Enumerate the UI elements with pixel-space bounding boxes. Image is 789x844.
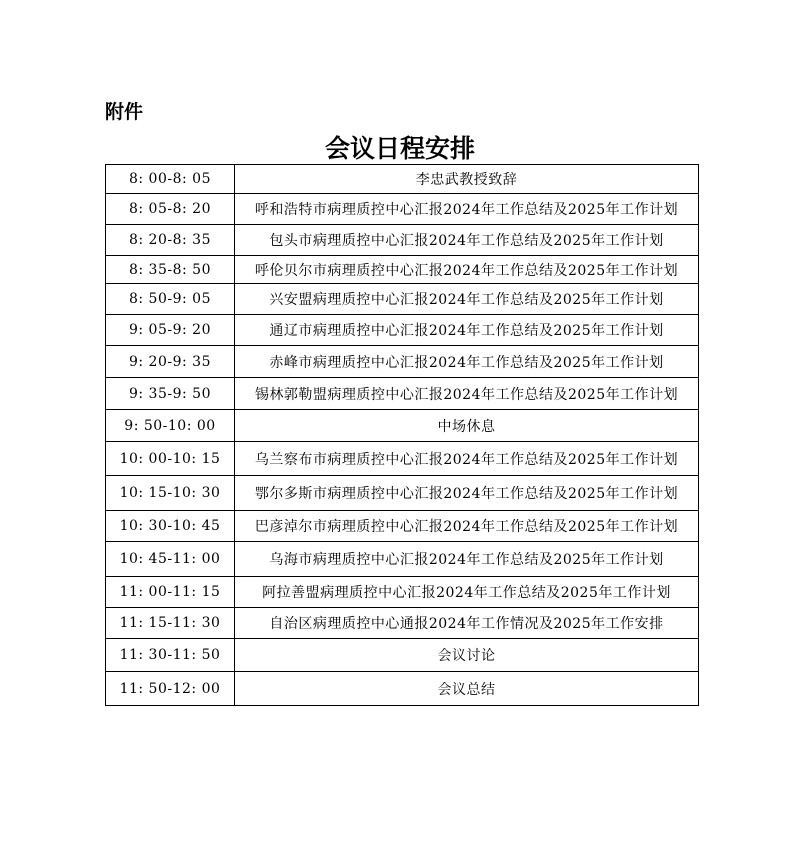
- time-cell: 9: 35-9: 50: [106, 378, 235, 410]
- time-cell: 9: 05-9: 20: [106, 315, 235, 346]
- time-cell: 11: 30-11: 50: [106, 639, 235, 672]
- time-cell: 10: 45-11: 00: [106, 542, 235, 577]
- table-row: [106, 410, 699, 442]
- time-cell: 8: 50-9: 05: [106, 284, 235, 315]
- table-row: [106, 476, 699, 511]
- table-row: [106, 194, 699, 225]
- time-cell: 8: 35-8: 50: [106, 256, 235, 284]
- table-row: [106, 378, 699, 410]
- agenda-item-cell: 会议总结: [235, 672, 699, 706]
- time-cell: 11: 00-11: 15: [106, 577, 235, 608]
- agenda-item-cell: 会议讨论: [235, 639, 699, 672]
- agenda-item-cell: 包头市病理质控中心汇报2024年工作总结及2025年工作计划: [235, 225, 699, 256]
- table-row: [106, 225, 699, 256]
- agenda-item-cell: 乌海市病理质控中心汇报2024年工作总结及2025年工作计划: [235, 542, 699, 577]
- table-row: [106, 442, 699, 476]
- agenda-item-cell: 巴彦淖尔市病理质控中心汇报2024年工作总结及2025年工作计划: [235, 511, 699, 542]
- agenda-item-cell: 兴安盟病理质控中心汇报2024年工作总结及2025年工作计划: [235, 284, 699, 315]
- attachment-label: 附件: [105, 101, 144, 123]
- agenda-item-cell: 通辽市病理质控中心汇报2024年工作总结及2025年工作计划: [235, 315, 699, 346]
- schedule-table: [105, 164, 699, 706]
- time-cell: 10: 15-10: 30: [106, 476, 235, 511]
- agenda-item-cell: 阿拉善盟病理质控中心汇报2024年工作总结及2025年工作计划: [235, 577, 699, 608]
- agenda-item-cell: 李忠武教授致辞: [235, 165, 699, 194]
- table-row: [106, 608, 699, 639]
- time-cell: 8: 05-8: 20: [106, 194, 235, 225]
- agenda-item-cell: 鄂尔多斯市病理质控中心汇报2024年工作总结及2025年工作计划: [235, 476, 699, 511]
- schedule-table-body: [106, 165, 699, 706]
- table-row: [106, 346, 699, 378]
- table-row: [106, 256, 699, 284]
- table-row: [106, 542, 699, 577]
- time-cell: 8: 00-8: 05: [106, 165, 235, 194]
- agenda-item-cell: 锡林郭勒盟病理质控中心汇报2024年工作总结及2025年工作计划: [235, 378, 699, 410]
- time-cell: 10: 30-10: 45: [106, 511, 235, 542]
- time-cell: 11: 50-12: 00: [106, 672, 235, 706]
- agenda-item-cell: 自治区病理质控中心通报2024年工作情况及2025年工作安排: [235, 608, 699, 639]
- table-row: [106, 511, 699, 542]
- agenda-item-cell: 乌兰察布市病理质控中心汇报2024年工作总结及2025年工作计划: [235, 442, 699, 476]
- agenda-item-cell: 赤峰市病理质控中心汇报2024年工作总结及2025年工作计划: [235, 346, 699, 378]
- document-title: 会议日程安排: [324, 134, 475, 163]
- table-row: [106, 315, 699, 346]
- agenda-item-cell: 呼伦贝尔市病理质控中心汇报2024年工作总结及2025年工作计划: [235, 256, 699, 284]
- table-row: [106, 639, 699, 672]
- table-row: [106, 165, 699, 194]
- table-row: [106, 577, 699, 608]
- table-row: [106, 672, 699, 706]
- time-cell: 11: 15-11: 30: [106, 608, 235, 639]
- time-cell: 8: 20-8: 35: [106, 225, 235, 256]
- agenda-item-cell: 呼和浩特市病理质控中心汇报2024年工作总结及2025年工作计划: [235, 194, 699, 225]
- time-cell: 9: 50-10: 00: [106, 410, 235, 442]
- time-cell: 9: 20-9: 35: [106, 346, 235, 378]
- agenda-item-cell: 中场休息: [235, 410, 699, 442]
- table-row: [106, 284, 699, 315]
- time-cell: 10: 00-10: 15: [106, 442, 235, 476]
